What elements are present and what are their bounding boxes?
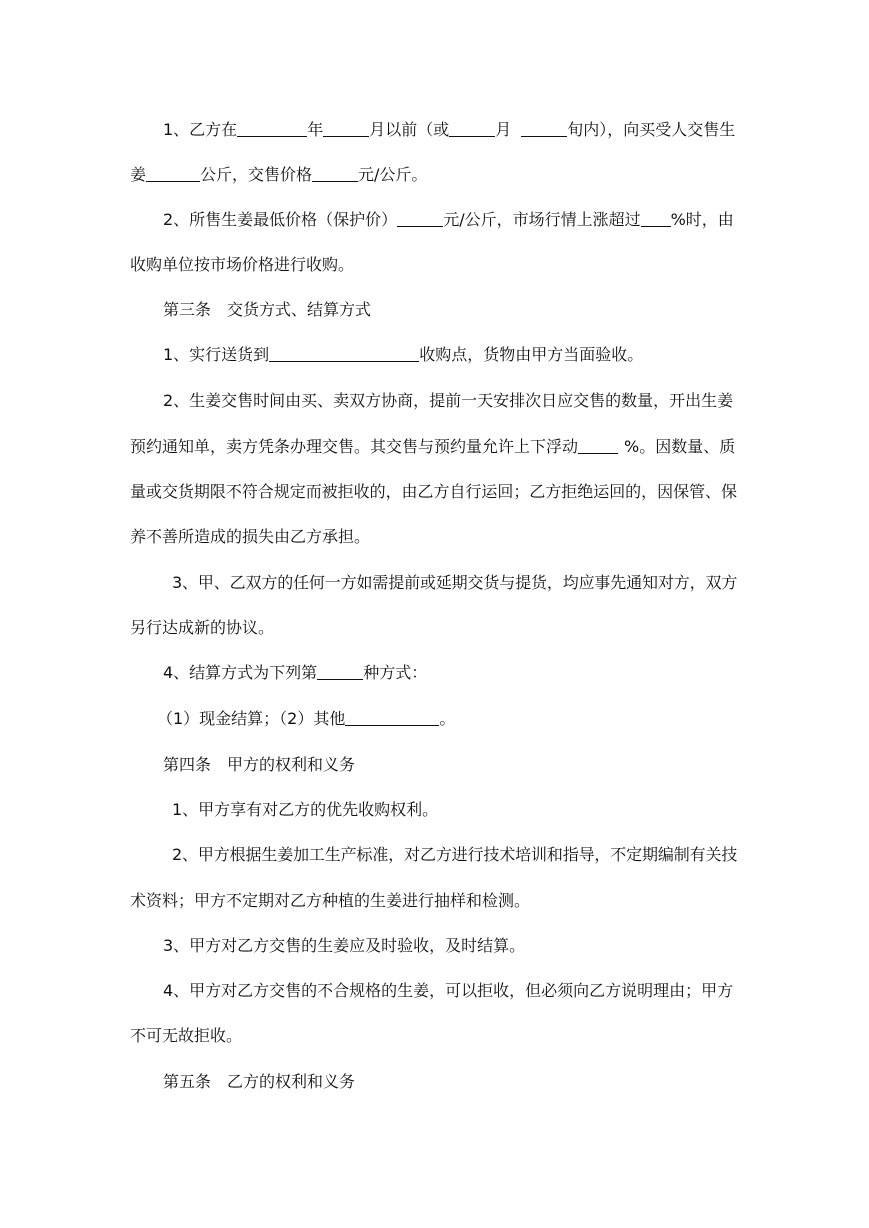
fill-in-blank xyxy=(269,343,419,362)
section-heading xyxy=(163,750,355,780)
clause-line xyxy=(163,658,427,688)
clause-line xyxy=(163,205,734,235)
fill-in-blank xyxy=(323,118,369,137)
clause-line xyxy=(172,568,737,598)
clause-line xyxy=(130,250,354,280)
text-run: （1）现金结算；（2）其他 xyxy=(157,709,346,728)
text-run: %时，由 xyxy=(670,210,734,229)
text-run: 2、生姜交售时间由买、卖双方协商，提前一天安排次日应交售的数量，开出生姜 xyxy=(163,391,734,410)
fill-in-blank xyxy=(641,208,671,227)
fill-in-blank xyxy=(237,118,307,137)
text-run: 2、所售生姜最低价格（保护价） xyxy=(163,210,398,229)
clause-line xyxy=(163,386,733,416)
text-run: 4、甲方对乙方交售的不合规格的生姜，可以拒收，但必须向乙方说明理由；甲方 xyxy=(163,981,734,1000)
text-run: 预约通知单，卖方凭条办理交售。其交售与预约量允许上下浮动 xyxy=(130,437,579,456)
text-run: 元/公斤，市场行情上涨超过 xyxy=(443,210,641,229)
clause-line xyxy=(163,115,735,145)
fill-in-blank xyxy=(345,707,439,726)
section-heading xyxy=(163,1067,355,1097)
text-run: %。因数量、质 xyxy=(624,437,736,456)
clause-line xyxy=(130,160,427,190)
clause-line xyxy=(163,340,643,370)
text-run: 公斤，交售价格 xyxy=(200,165,313,184)
clause-line xyxy=(130,432,735,462)
text-run: 收购点，货物由甲方当面验收。 xyxy=(419,345,644,364)
text-run: 1、实行送货到 xyxy=(163,345,270,364)
section-heading xyxy=(163,295,371,325)
clause-line xyxy=(130,1021,242,1051)
clause-line xyxy=(130,477,737,507)
text-run: 4、结算方式为下列第 xyxy=(163,663,318,682)
heading-text: 第四条 甲方的权利和义务 xyxy=(163,755,356,774)
clause-line xyxy=(172,795,438,825)
fill-in-blank xyxy=(449,118,495,137)
clause-line xyxy=(163,931,525,961)
fill-in-blank xyxy=(521,118,567,137)
text-run: 月以前（或 xyxy=(369,120,450,139)
clause-line xyxy=(130,522,370,552)
text-run: 月 xyxy=(495,120,512,139)
clause-line xyxy=(130,886,530,916)
text-run: 1、乙方在 xyxy=(163,120,238,139)
fill-in-blank xyxy=(146,163,200,182)
text-run: 2、甲方根据生姜加工生产标准，对乙方进行技术培训和指导，不定期编制有关技 xyxy=(172,845,738,864)
text-run: 术资料；甲方不定期对乙方种植的生姜进行抽样和检测。 xyxy=(130,891,531,910)
text-run: 收购单位按市场价格进行收购。 xyxy=(130,255,355,274)
text-run: 年 xyxy=(307,120,324,139)
text-run: 元/公斤。 xyxy=(358,165,428,184)
text-run: 3、甲方对乙方交售的生姜应及时验收，及时结算。 xyxy=(163,936,526,955)
text-run: 。 xyxy=(439,709,456,728)
fill-in-blank xyxy=(397,208,443,227)
fill-in-blank xyxy=(317,661,363,680)
text-run: 3、甲、乙双方的任何一方如需提前或延期交货与提货，均应事先通知对方，双方 xyxy=(172,573,738,592)
text-run: 量或交货期限不符合规定而被拒收的，由乙方自行运回；乙方拒绝运回的，因保管、保 xyxy=(130,482,738,501)
clause-line xyxy=(130,613,274,643)
text-run: 不可无故拒收。 xyxy=(130,1026,243,1045)
clause-line xyxy=(172,840,737,870)
text-run: 另行达成新的协议。 xyxy=(130,618,275,637)
text-run: 姜 xyxy=(130,165,147,184)
fill-in-blank xyxy=(578,435,618,454)
text-run: 旬内），向买受人交售生 xyxy=(567,120,736,139)
clause-line xyxy=(163,976,733,1006)
text-run: 1、甲方享有对乙方的优先收购权利。 xyxy=(172,800,439,819)
clause-line xyxy=(157,704,455,734)
fill-in-blank xyxy=(312,163,358,182)
heading-text: 第五条 乙方的权利和义务 xyxy=(163,1072,356,1091)
heading-text: 第三条 交货方式、结算方式 xyxy=(163,300,372,319)
text-run: 种方式： xyxy=(363,663,428,682)
text-run: 养不善所造成的损失由乙方承担。 xyxy=(130,527,371,546)
